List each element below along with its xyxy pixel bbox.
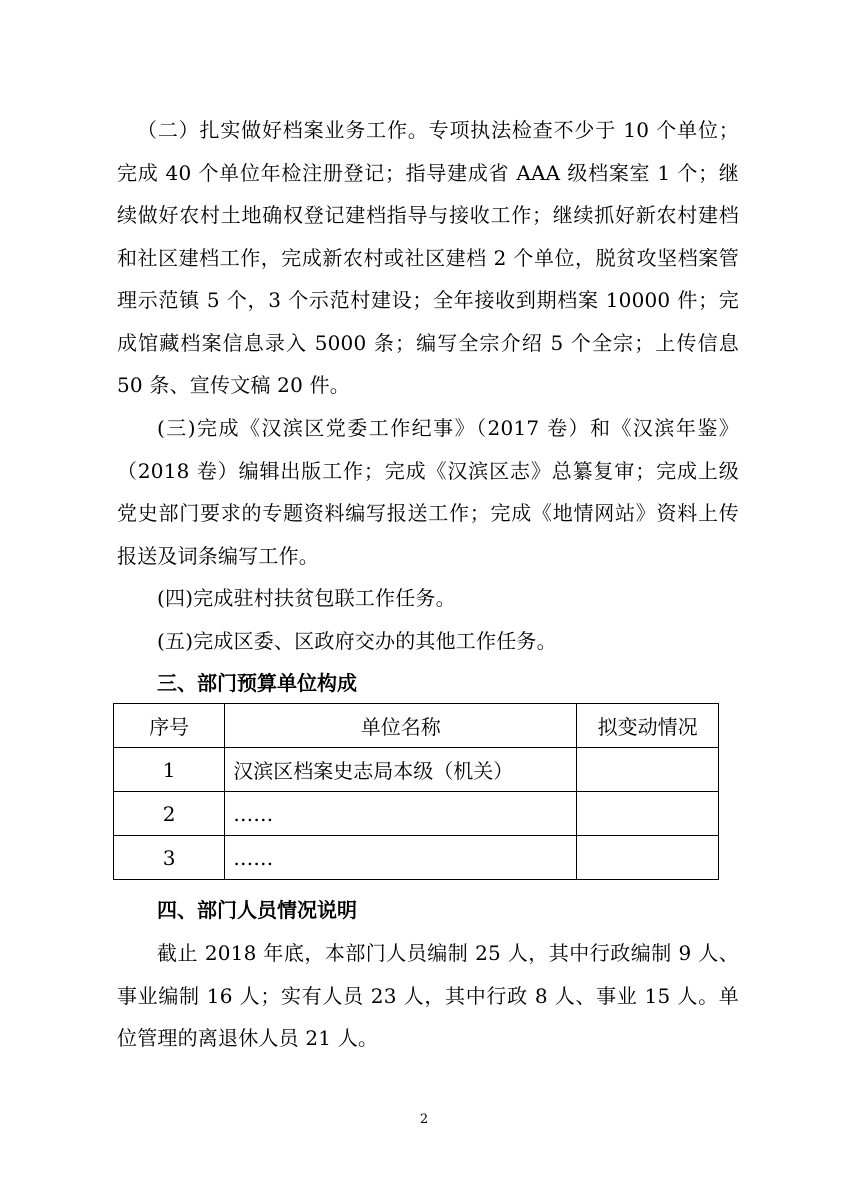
row-unit-name: …… bbox=[225, 836, 577, 880]
row-number: 3 bbox=[114, 836, 225, 880]
row-number: 1 bbox=[114, 748, 225, 792]
row-planned-change bbox=[577, 748, 719, 792]
paragraph-archive-work: （二）扎实做好档案业务工作。专项执法检查不少于 10 个单位；完成 40 个单位年检注册登记；指导建成省 AAA 级档案室 1 个；继续做好农村土地确权登记建档指导与接收工作；继续抓好新农村建档和社区建档工作，完成新农村或社区建档 2 个单位，脱贫攻坚档案管理示范镇 5 个，3 个示范村建设；全年接收到期档案 10000 件；完成馆藏档案信息录入 5000 条；编写全宗介绍 5 个全宗；上传信息 50 条、宣传文稿 20 件。 bbox=[117, 118, 739, 397]
section-3-heading: 三、部门预算单位构成 bbox=[157, 671, 357, 695]
page-number: 2 bbox=[419, 1112, 429, 1127]
paragraph-staffing: 截止 2018 年底，本部门人员编制 25 人，其中行政编制 9 人、事业编制 16 人；实有人员 23 人，其中行政 8 人、事业 15 人。单位管理的离退休人员 21 人。 bbox=[117, 941, 739, 1050]
table-row bbox=[114, 792, 719, 836]
row-planned-change bbox=[577, 792, 719, 836]
row-unit-name: …… bbox=[225, 792, 577, 836]
row-planned-change bbox=[577, 836, 719, 880]
column-header-planned-change: 拟变动情况 bbox=[577, 704, 719, 748]
table-header-row bbox=[114, 704, 719, 748]
budget-units-table bbox=[113, 703, 719, 880]
table-row bbox=[114, 748, 719, 792]
row-number: 2 bbox=[114, 792, 225, 836]
paragraph-other-tasks: (五)完成区委、区政府交办的其他工作任务。 bbox=[157, 629, 557, 653]
column-header-number: 序号 bbox=[114, 704, 225, 748]
paragraph-history-publication: (三)完成《汉滨区党委工作纪事》（2017 卷）和《汉滨年鉴》（2018 卷）编辑出版工作；完成《汉滨区志》总纂复审；完成上级党史部门要求的专题资料编写报送工作；完成《地情网站》资料上传报送及词条编写工作。 bbox=[117, 416, 739, 568]
row-unit-name: 汉滨区档案史志局本级（机关） bbox=[225, 748, 577, 792]
column-header-unit-name: 单位名称 bbox=[225, 704, 577, 748]
table-row bbox=[114, 836, 719, 880]
paragraph-poverty-relief: (四)完成驻村扶贫包联工作任务。 bbox=[157, 586, 456, 610]
section-4-heading: 四、部门人员情况说明 bbox=[157, 898, 357, 922]
